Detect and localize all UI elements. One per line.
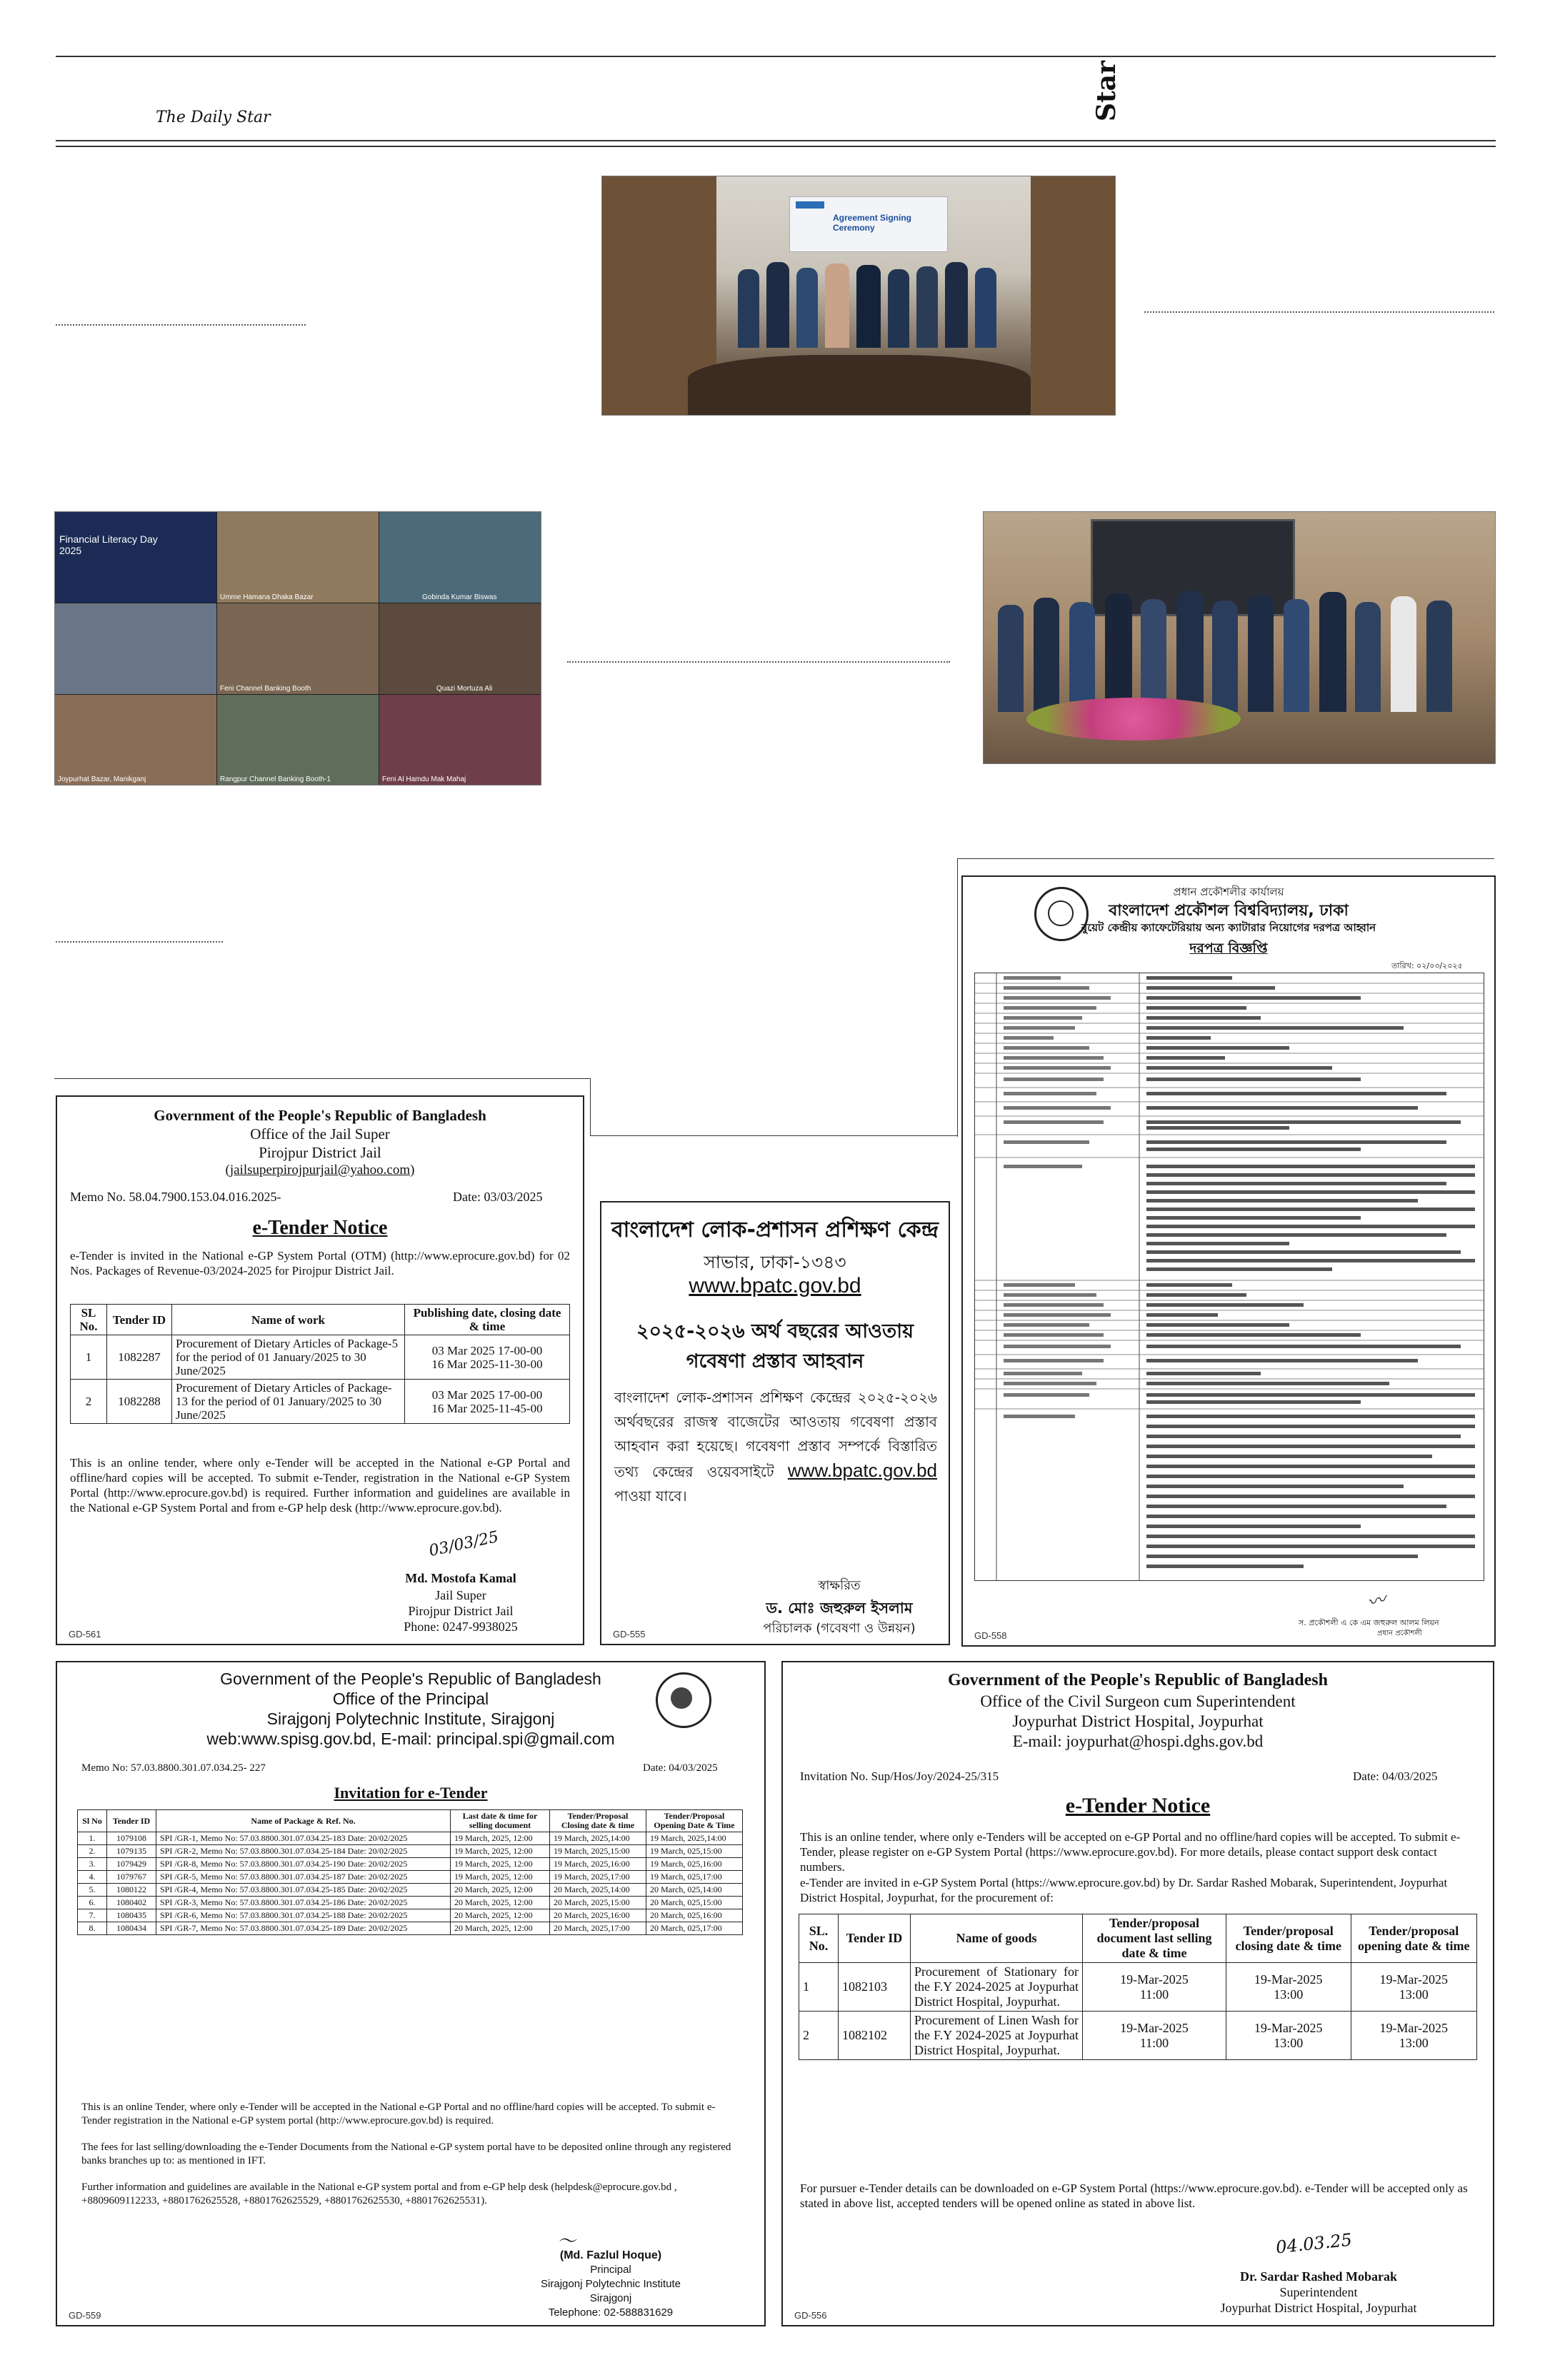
- ad-govt-line: Government of the People's Republic of Bangladesh: [948, 1671, 1328, 1689]
- table-row: 1. 1079108 SPI /GR-1, Memo No: 57.03.8800.301.07.034.25-183 Date: 20/02/2025 19 March, 2025, 12:00 19 March, 2025,14:00 19 March, 2025,14:00: [78, 1832, 743, 1845]
- tender-table: [799, 1914, 1477, 2060]
- caption-rule-3: [567, 661, 950, 663]
- ad-place-line: Joypurhat District Hospital, Joypurhat: [1012, 1712, 1264, 1730]
- signer-phone: Phone: 0247-9938025: [404, 1620, 518, 1634]
- table-header: Name of goods: [911, 1914, 1083, 1963]
- table-row: 1 1082103 Procurement of Stationary for the F.Y 2024-2025 at Joypurhat District Hospital, Joypurhat. 19-Mar-2025 11:00 19-Mar-2025 13:00 19-Mar-2025 13:00: [799, 1963, 1477, 2012]
- ad-sirajgonj-polytechnic: [56, 1661, 766, 2326]
- ad-footer: This is an online tender, where only e-Tender will be accepted in the National e-GP Portal and offline/hard copies will be accepted. To submit e-Tender, registration in the National e-GP System Portal (http://www.eprocure.gov.bd) is required. Further information and guidelines are available in the National e-GP System Portal and from e-GP help desk (http://www.eprocure.gov.bd).: [70, 1456, 570, 1515]
- table-header: Name of Package & Ref. No.: [156, 1810, 451, 1832]
- ad-org: বাংলাদেশ প্রকৌশল বিশ্ববিদ্যালয়, ঢাকা: [1109, 902, 1349, 920]
- banner-logo-icon: [796, 201, 824, 209]
- ad-email: (jailsuperpirojpurjail@yahoo.com): [225, 1163, 415, 1178]
- table-header: Sl No: [78, 1810, 107, 1832]
- ad-footer: For pursuer e-Tender details can be downloaded on e-GP System Portal (https://www.eprocure.gov.bd). e-Tender will be accepted only as stated in above list, accepted tenders will be opened online as stated in above list.: [800, 2181, 1468, 2210]
- table-row: 2 1082288 Procurement of Dietary Articles of Package-13 for the period of 01 January/2025 to 30 June/2025 03 Mar 2025 17-00-00 16 Mar 2025-11-45-00: [71, 1380, 570, 1424]
- ad-title-1: ২০২৫-২০২৬ অর্থ বছরের আওতায়: [636, 1320, 914, 1342]
- people-row: [998, 591, 1484, 712]
- frame-line: [590, 1135, 957, 1136]
- ad-body: [614, 1385, 937, 1508]
- people-row: [738, 262, 1009, 348]
- ad-web-email: web:www.spisg.gov.bd, E-mail: principal.spi@gmail.com: [206, 1729, 615, 1748]
- collage-tile: Umme Hamana Dhaka Bazar: [217, 512, 379, 603]
- signer-name: (Md. Fazlul Hoque): [559, 2249, 662, 2261]
- collage-tile: Feni Channel Banking Booth: [217, 603, 379, 694]
- ad-office-line: Office of the Principal: [332, 1689, 489, 1708]
- ad-title: Invitation for e-Tender: [334, 1784, 488, 1802]
- agreement-signing-photo: [601, 176, 1116, 416]
- sig-label: স্বাক্ষরিত: [818, 1578, 861, 1593]
- signer-title: পরিচালক (গবেষণা ও উন্নয়ন): [763, 1621, 916, 1636]
- table-row: 2. 1079135 SPI /GR-2, Memo No: 57.03.8800.301.07.034.25-184 Date: 20/02/2025 19 March, 2025, 12:00 19 March, 2025,15:00 19 March, 025,15:00: [78, 1845, 743, 1858]
- caption-rule-1: [56, 324, 306, 326]
- table-header: Tender/proposal closing date & time: [1226, 1914, 1351, 1963]
- ad-body-end: পাওয়া যাবে।: [614, 1487, 687, 1505]
- table-header: SL No.: [71, 1305, 107, 1335]
- top-rule: [56, 56, 1496, 57]
- ad-pirojpur-jail: [56, 1095, 584, 1645]
- gd-code: GD-555: [613, 1629, 646, 1640]
- ad-buet: [961, 875, 1496, 1647]
- masthead-rule-1: [56, 140, 1496, 141]
- ad-intro: e-Tender is invited in the National e-GP System Portal (OTM) (http://www.eprocure.gov.bd) for 02 Nos. Packages of Revenue-03/2024-2025 for Pirojpur District Jail.: [70, 1249, 570, 1277]
- tender-table: [77, 1809, 743, 1935]
- ad-bpatc: [600, 1201, 950, 1645]
- table-row: 2 1082102 Procurement of Linen Wash for the F.Y 2024-2025 at Joypurhat District Hospital, Joypurhat. 19-Mar-2025 11:00 19-Mar-2025 13:00 19-Mar-2025 13:00: [799, 2012, 1477, 2060]
- financial-literacy-collage: [54, 511, 541, 785]
- table-grid: [975, 973, 1484, 1580]
- signer-name: ড. মোঃ জহুরুল ইসলাম: [766, 1600, 913, 1617]
- signer-city: Sirajgonj: [589, 2292, 632, 2304]
- collage-tile: Rangpur Channel Banking Booth-1: [217, 695, 379, 785]
- frame-line: [957, 858, 958, 1137]
- table-header: Tender ID: [107, 1810, 156, 1832]
- caption-rule-2: [1144, 311, 1494, 313]
- tender-table: [70, 1304, 570, 1424]
- ad-title: দরপত্র বিজ্ঞপ্তি: [1189, 940, 1268, 956]
- frame-line: [957, 858, 1494, 859]
- ad-email: E-mail: joypurhat@hospi.dghs.gov.bd: [1012, 1732, 1264, 1750]
- gd-code: GD-561: [69, 1629, 101, 1640]
- signature-mark: 〰: [1365, 1589, 1389, 1615]
- table-header: Tender ID: [839, 1914, 911, 1963]
- ad-date: Date: 04/03/2025: [1353, 1769, 1438, 1783]
- gd-code: GD-556: [794, 2310, 827, 2321]
- banner-text: Agreement Signing Ceremony: [833, 213, 912, 233]
- signature: 03/03/25: [427, 1528, 501, 1560]
- signer-phone: Telephone: 02-588831629: [548, 2306, 674, 2319]
- tender-details-table: [974, 973, 1484, 1581]
- signer-org: Sirajgonj Polytechnic Institute: [541, 2278, 681, 2290]
- table-row: 8. 1080434 SPI /GR-7, Memo No: 57.03.8800.301.07.034.25-189 Date: 20/02/2025 20 March, 2025, 12:00 20 March, 2025,17:00 20 March, 025,17:00: [78, 1922, 743, 1935]
- collage-tile: Joypurhat Bazar, Manikganj: [55, 695, 216, 785]
- table-row: 7. 1080435 SPI /GR-6, Memo No: 57.03.8800.301.07.034.25-188 Date: 20/02/2025 20 March, 2025, 12:00 20 March, 2025,16:00 20 March, 025,16:00: [78, 1909, 743, 1922]
- ad-website: www.bpatc.gov.bd: [689, 1274, 861, 1297]
- ad-office: প্রধান প্রকৌশলীর কার্যালয়: [1173, 885, 1284, 898]
- signer-org: Joypurhat District Hospital, Joypurhat: [1220, 2301, 1417, 2315]
- group-photo-right: [983, 511, 1496, 764]
- collage-tile: Financial Literacy Day 2025: [55, 512, 216, 603]
- table-header: SL. No.: [799, 1914, 839, 1963]
- signer-title: Superintendent: [1279, 2285, 1358, 2299]
- table-header: Publishing date, closing date & time: [405, 1305, 570, 1335]
- daily-star-logo: The Daily Star: [156, 109, 271, 126]
- ad-title: e-Tender Notice: [1065, 1794, 1211, 1817]
- collage-tile: Feni Al Hamdu Mak Mahaj: [379, 695, 541, 785]
- ad-para-1: This is an online Tender, where only e-Tender will be accepted in the National e-GP Portal and no offline/hard copies will be accepted. To submit e-Tender registration in the National e-GP system portal (http://www.eprocure.gov.bd) is required.: [81, 2102, 716, 2127]
- ad-govt-line: Government of the People's Republic of Bangladesh: [154, 1107, 486, 1124]
- signer-title: Principal: [590, 2264, 631, 2276]
- ad-memo: Memo No. 58.04.7900.153.04.016.2025-: [70, 1190, 281, 1204]
- masthead-rule-2: [56, 146, 1496, 147]
- conference-table: [688, 355, 1031, 415]
- caption-rule-4: [56, 941, 223, 943]
- signer-name: Md. Mostofa Kamal: [405, 1571, 516, 1585]
- star-side-logo: Star: [1091, 61, 1121, 121]
- table-row: 4. 1079767 SPI /GR-5, Memo No: 57.03.8800.301.07.034.25-187 Date: 20/02/2025 19 March, 2025, 12:00 19 March, 2025,17:00 19 March, 025,17:00: [78, 1871, 743, 1884]
- gd-code: GD-558: [974, 1630, 1007, 1641]
- table-header: Tender/proposal opening date & time: [1351, 1914, 1477, 1963]
- signature: 04.03.25: [1274, 2229, 1354, 2258]
- signer-org: Pirojpur District Jail: [408, 1604, 514, 1618]
- table-row: 5. 1080122 SPI /GR-4, Memo No: 57.03.8800.301.07.034.25-185 Date: 20/02/2025 20 March, 2025, 12:00 20 March, 2025,14:00 20 March, 025,14:00: [78, 1884, 743, 1897]
- ad-title-2: গবেষণা প্রস্তাব আহবান: [686, 1350, 864, 1372]
- ad-title: e-Tender Notice: [252, 1217, 388, 1239]
- ad-place-line: Sirajgonj Polytechnic Institute, Sirajgonj: [266, 1709, 555, 1728]
- table-header: Tender ID: [107, 1305, 172, 1335]
- signature-mark: 〜: [557, 2231, 576, 2252]
- ad-date: তারিখ: ০২/০৩/২০২৫: [1391, 961, 1463, 970]
- ad-address: সাভার, ঢাকা-১৩৪৩: [704, 1252, 846, 1272]
- ad-intro-1: This is an online tender, where only e-Tenders will be accepted on e-GP Portal and no offline/hard copies will be accepted. To submit e-Tender, please register on e-GP System Portal (https://www.eprocure.gov.bd). For more details, please contact support desk contact numbers.: [800, 1830, 1461, 1874]
- signer-name: Dr. Sardar Rashed Mobarak: [1239, 2269, 1398, 2284]
- ad-govt-line: Government of the People's Republic of Bangladesh: [220, 1669, 601, 1688]
- signer-line-1: স. প্রকৌশলী এ কে এম জহুরুল আলম লিয়ন: [1299, 1618, 1439, 1627]
- table-row: 6. 1080402 SPI /GR-3, Memo No: 57.03.8800.301.07.034.25-186 Date: 20/02/2025 20 March, 2025, 12:00 20 March, 2025,15:00 20 March, 025,15:00: [78, 1897, 743, 1909]
- ad-body-text: বাংলাদেশ লোক-প্রশাসন প্রশিক্ষণ কেন্দ্রের ২০২৫-২০২৬ অর্থবছরের রাজস্ব বাজেটের আওতায় গবেষণা প্রস্তাব আহবান করা হয়েছে। গবেষণা প্রস্তাব সম্পর্কে বিস্তারিত তথ্য কেন্দ্রের ওয়েবসাইটে: [614, 1389, 937, 1480]
- collage-tile: [55, 603, 216, 694]
- ad-joypurhat-hospital: [781, 1661, 1494, 2326]
- ad-para-3: Further information and guidelines are available in the National e-GP system portal and from e-GP help desk (helpdesk@eprocure.gov.bd , +8809609112233, +8801762625528, +8801762625529, +8801762625530, +8801762625531).: [81, 2181, 677, 2206]
- table-header: Tender/Proposal Opening Date & Time: [646, 1810, 743, 1832]
- collage-tile: Gobinda Kumar Biswas: [379, 512, 541, 603]
- table-header: Tender/proposal document last selling date & time: [1083, 1914, 1226, 1963]
- ad-date: Date: 04/03/2025: [643, 1762, 718, 1774]
- ad-memo: Memo No: 57.03.8800.301.07.034.25- 227: [81, 1762, 266, 1774]
- collage-tile: Quazi Mortuza Ali: [379, 603, 541, 694]
- signer-line-2: প্রধান প্রকৌশলী: [1377, 1630, 1422, 1637]
- ad-office-line: Office of the Civil Surgeon cum Superintendent: [980, 1692, 1296, 1710]
- frame-line: [54, 1078, 590, 1079]
- table-row: 1 1082287 Procurement of Dietary Articles of Package-5 for the period of 01 January/2025 to 30 June/2025 03 Mar 2025 17-00-00 16 Mar 2025-11-30-00: [71, 1335, 570, 1380]
- ad-office-line: Office of the Jail Super: [250, 1125, 390, 1143]
- wood-wall-right: [1031, 176, 1115, 415]
- table-row: 3. 1079429 SPI /GR-8, Memo No: 57.03.8800.301.07.034.25-190 Date: 20/02/2025 19 March, 2025, 12:00 19 March, 2025,16:00 19 March, 025,16:00: [78, 1858, 743, 1871]
- ad-date: Date: 03/03/2025: [453, 1190, 543, 1204]
- ad-body-link[interactable]: www.bpatc.gov.bd: [787, 1460, 937, 1481]
- table-header: Tender/Proposal Closing date & time: [550, 1810, 646, 1832]
- ad-memo: Invitation No. Sup/Hos/Joy/2024-25/315: [800, 1769, 999, 1783]
- table-header: Name of work: [172, 1305, 405, 1335]
- frame-line: [590, 1078, 591, 1135]
- ad-para-2: The fees for last selling/downloading the e-Tender Documents from the National e-GP system portal have to be deposited online through any registered banks branches up to: as mentioned in IFT.: [81, 2142, 731, 2166]
- ad-place-line: Pirojpur District Jail: [259, 1144, 381, 1161]
- ad-org: বাংলাদেশ লোক-প্রশাসন প্রশিক্ষণ কেন্দ্র: [611, 1217, 939, 1242]
- banner-board: [789, 196, 948, 252]
- ad-subject: বুয়েট কেন্দ্রীয় ক্যাফেটেরিয়ায় অন্য ক্যাটারার নিয়োগের দরপত্র আহ্বান: [1081, 921, 1376, 934]
- table-header: Last date & time for selling document: [451, 1810, 550, 1832]
- flower-arrangement: [1026, 698, 1241, 740]
- ad-intro-2: e-Tender are invited in e-GP System Portal (https://www.eprocure.gov.bd) by Dr. Sardar Rashed Mobarak, Superintendent, Joypurhat District Hospital, Joypurhat, for the procurement of:: [800, 1876, 1448, 1904]
- gd-code: GD-559: [69, 2310, 101, 2321]
- signer-title: Jail Super: [435, 1588, 486, 1602]
